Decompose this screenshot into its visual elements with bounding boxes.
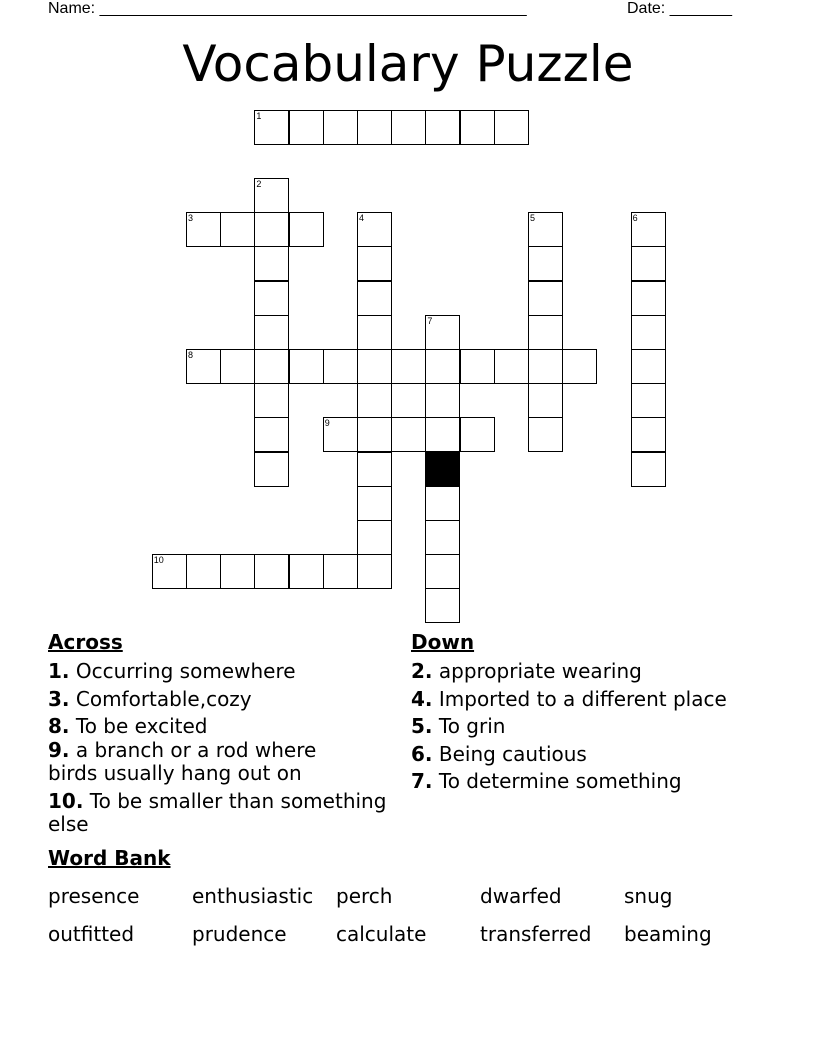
word-bank-word: snug — [624, 884, 673, 908]
crossword-cell[interactable] — [357, 110, 392, 145]
crossword-cell[interactable] — [357, 554, 392, 589]
clue-text: a branch or a rod where birds usually hang out on — [48, 738, 317, 785]
crossword-cell[interactable] — [631, 383, 666, 418]
crossword-cell[interactable] — [357, 349, 392, 384]
crossword-cell[interactable] — [323, 110, 358, 145]
clue-number-label: 10 — [153, 555, 164, 566]
date-field-line: Date: _______ — [627, 0, 732, 17]
crossword-cell[interactable] — [562, 349, 597, 384]
clue-text: Occurring somewhere — [69, 659, 296, 683]
crossword-cell[interactable] — [631, 417, 666, 452]
crossword-cell[interactable] — [357, 212, 392, 247]
crossword-cell[interactable] — [425, 417, 460, 452]
crossword-cell[interactable] — [289, 554, 324, 589]
crossword-cell[interactable] — [254, 383, 289, 418]
crossword-cell[interactable] — [152, 554, 187, 589]
clue-number: 8. — [48, 714, 70, 738]
across-clue-3 — [48, 688, 400, 711]
crossword-cell[interactable] — [460, 349, 495, 384]
crossword-cell[interactable] — [425, 315, 460, 350]
clue-number-label: 8 — [188, 350, 194, 360]
clue-text: appropriate wearing — [432, 659, 642, 683]
crossword-cell[interactable] — [254, 281, 289, 316]
crossword-cell[interactable] — [528, 383, 563, 418]
crossword-cell[interactable] — [528, 246, 563, 281]
clue-number-label: 4 — [359, 213, 365, 224]
crossword-cell[interactable] — [460, 110, 495, 145]
down-clue-6 — [411, 743, 801, 766]
crossword-cell[interactable] — [357, 452, 392, 487]
clue-number: 6. — [411, 742, 433, 766]
word-bank-word: transferred — [480, 922, 592, 946]
clue-number-label: 1 — [256, 110, 262, 121]
crossword-cell[interactable] — [220, 212, 255, 247]
crossword-cell[interactable] — [494, 349, 529, 384]
clue-text: To determine something — [432, 769, 682, 793]
clue-number: 4. — [411, 687, 433, 711]
crossword-cell[interactable] — [425, 520, 460, 555]
clue-number: 7. — [411, 769, 433, 793]
clue-number-label: 6 — [632, 213, 638, 224]
down-clue-2 — [411, 660, 801, 683]
word-bank-word: presence — [48, 884, 140, 908]
down-clue-4 — [411, 688, 801, 711]
crossword-cell[interactable] — [254, 110, 289, 145]
crossword-cell[interactable] — [357, 281, 392, 316]
clue-number-label: 5 — [530, 213, 536, 224]
crossword-cell[interactable] — [289, 349, 324, 384]
across-heading: Across — [48, 630, 123, 654]
crossword-cell[interactable] — [631, 349, 666, 384]
clue-number-label: 7 — [427, 315, 433, 326]
crossword-cell[interactable] — [220, 349, 255, 384]
crossword-cell[interactable] — [220, 554, 255, 589]
crossword-cell[interactable] — [254, 554, 289, 589]
crossword-cell[interactable] — [425, 383, 460, 418]
crossword-cell[interactable] — [254, 452, 289, 487]
word-bank-heading: Word Bank — [48, 846, 171, 870]
clue-number-label: 3 — [188, 213, 194, 224]
crossword-cell[interactable] — [357, 315, 392, 350]
word-bank-word: dwarfed — [480, 884, 562, 908]
down-heading: Down — [411, 630, 475, 654]
across-clue-10 — [48, 790, 400, 836]
crossword-cell[interactable] — [254, 417, 289, 452]
crossword-cell[interactable] — [425, 486, 460, 521]
across-clue-8 — [48, 715, 400, 738]
crossword-cell[interactable] — [357, 246, 392, 281]
crossword-cell[interactable] — [186, 554, 221, 589]
crossword-cell[interactable] — [425, 110, 460, 145]
crossword-cell[interactable] — [357, 383, 392, 418]
crossword-cell[interactable] — [631, 212, 666, 247]
clue-number: 9. — [48, 738, 70, 762]
crossword-cell[interactable] — [323, 417, 358, 452]
crossword-cell[interactable] — [323, 349, 358, 384]
puzzle-title: Vocabulary Puzzle — [182, 35, 634, 93]
word-bank-word: calculate — [336, 922, 427, 946]
crossword-cell[interactable] — [460, 417, 495, 452]
crossword-cell[interactable] — [631, 281, 666, 316]
clue-number: 2. — [411, 659, 433, 683]
crossword-cell[interactable] — [528, 212, 563, 247]
crossword-cell[interactable] — [631, 452, 666, 487]
word-bank-word: beaming — [624, 922, 712, 946]
clue-number-label: 2 — [256, 179, 262, 189]
crossword-cell[interactable] — [425, 554, 460, 589]
clue-number: 10. — [48, 789, 84, 813]
crossword-cell[interactable] — [528, 281, 563, 316]
clue-text: Being cautious — [432, 742, 587, 766]
crossword-cell[interactable] — [494, 110, 529, 145]
crossword-cell[interactable] — [254, 315, 289, 350]
clue-number-label: 9 — [324, 418, 330, 429]
crossword-cell[interactable] — [186, 349, 221, 384]
across-clue-9 — [48, 739, 348, 785]
crossword-cell[interactable] — [391, 110, 426, 145]
crossword-black-square — [425, 452, 460, 487]
clue-text: To grin — [432, 714, 506, 738]
crossword-cell[interactable] — [254, 212, 289, 247]
word-bank-word: enthusiastic — [192, 884, 314, 908]
word-bank-word: perch — [336, 884, 393, 908]
clue-text: Comfortable,cozy — [69, 687, 252, 711]
crossword-cell[interactable] — [631, 246, 666, 281]
down-clue-7 — [411, 770, 801, 793]
crossword-cell[interactable] — [631, 315, 666, 350]
crossword-cell[interactable] — [357, 486, 392, 521]
clue-number: 5. — [411, 714, 433, 738]
crossword-cell[interactable] — [528, 349, 563, 384]
crossword-cell[interactable] — [357, 417, 392, 452]
crossword-cell[interactable] — [254, 349, 289, 384]
word-bank-word: outfitted — [48, 922, 135, 946]
crossword-cell[interactable] — [391, 349, 426, 384]
crossword-cell[interactable] — [425, 588, 460, 623]
clue-text: To be excited — [69, 714, 208, 738]
clue-text: Imported to a different place — [432, 687, 727, 711]
clue-text: To be smaller than something else — [48, 789, 387, 836]
across-clue-1 — [48, 660, 400, 683]
crossword-cell[interactable] — [323, 554, 358, 589]
clue-number: 1. — [48, 659, 70, 683]
crossword-cell[interactable] — [186, 212, 221, 247]
clue-number: 3. — [48, 687, 70, 711]
crossword-cell[interactable] — [289, 110, 324, 145]
crossword-cell[interactable] — [254, 246, 289, 281]
crossword-cell[interactable] — [425, 349, 460, 384]
crossword-cell[interactable] — [357, 520, 392, 555]
crossword-cell[interactable] — [254, 178, 289, 213]
crossword-cell[interactable] — [528, 417, 563, 452]
down-clue-5 — [411, 715, 801, 738]
crossword-cell[interactable] — [528, 315, 563, 350]
crossword-cell[interactable] — [391, 417, 426, 452]
crossword-cell[interactable] — [289, 212, 324, 247]
name-field-line: Name: ________________________________________________ — [48, 0, 527, 17]
word-bank-word: prudence — [192, 922, 287, 946]
